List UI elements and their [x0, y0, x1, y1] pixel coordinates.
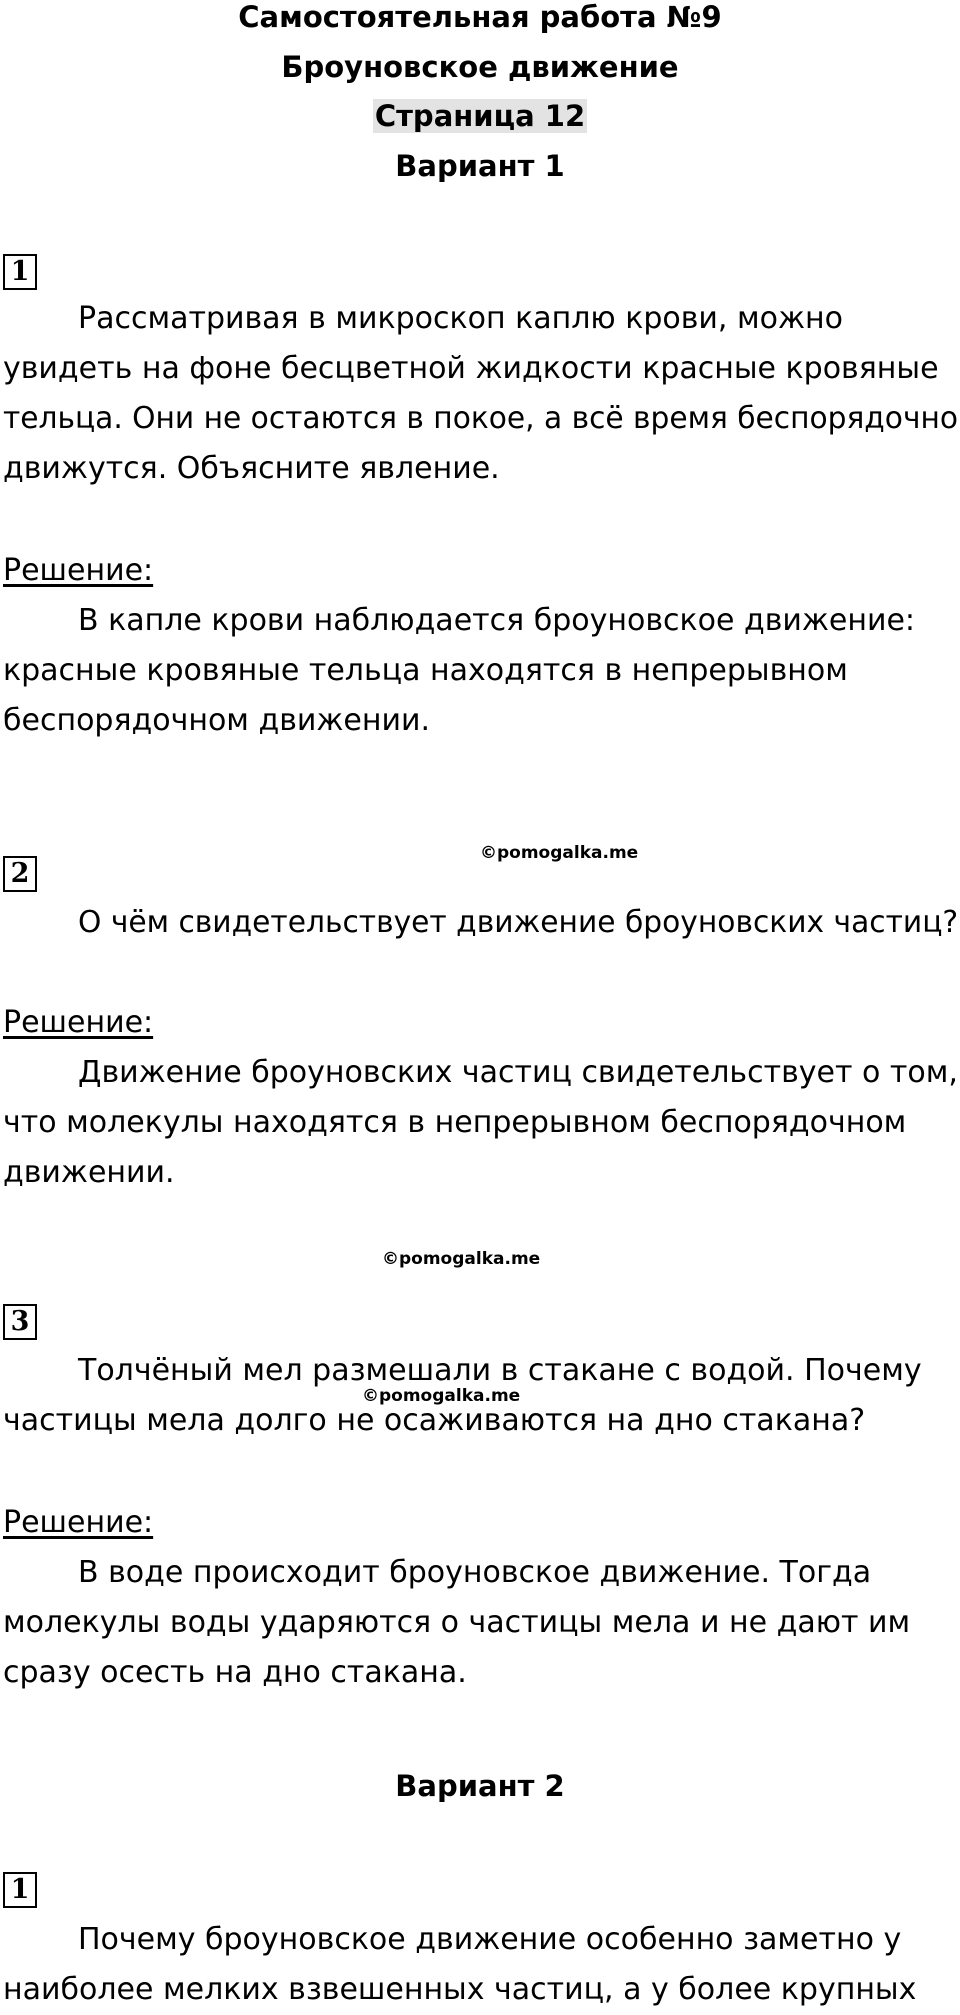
document-subtitle: Броуновское движение	[281, 50, 679, 84]
task-number-box: 1	[3, 1872, 37, 1908]
solution-line: В воде происходит броуновское движение. Тогда	[78, 1555, 872, 1590]
watermark: ©pomogalka.me	[480, 843, 639, 863]
task-number-box: 3	[3, 1304, 37, 1340]
solution-line: Движение броуновских частиц свидетельствует о том,	[78, 1055, 958, 1090]
variant1-heading: Вариант 1	[395, 149, 565, 183]
question-line: движутся. Объясните явление.	[3, 451, 500, 486]
solution-label: Решение:	[3, 553, 154, 588]
solution-line: что молекулы находятся в непрерывном беспорядочном	[3, 1105, 907, 1140]
solution-line: красные кровяные тельца находятся в непрерывном	[3, 653, 848, 688]
solution-line: беспорядочном движении.	[3, 703, 431, 738]
solution-line: движении.	[3, 1155, 175, 1190]
solution-line: В капле крови наблюдается броуновское движение:	[78, 603, 916, 638]
task-number-box: 2	[3, 856, 37, 892]
document-title: Самостоятельная работа №9	[238, 0, 722, 34]
question-line: О чём свидетельствует движение броуновских частиц?	[78, 905, 959, 940]
task-number-box: 1	[3, 254, 37, 290]
question-line: наиболее мелких взвешенных частиц, а у более крупных	[3, 1972, 917, 2007]
solution-label: Решение:	[3, 1005, 154, 1040]
question-line: Рассматривая в микроскоп каплю крови, можно	[78, 301, 843, 336]
watermark: ©pomogalka.me	[382, 1249, 541, 1269]
question-line: увидеть на фоне бесцветной жидкости красные кровяные	[3, 351, 939, 386]
solution-line: молекулы воды ударяются о частицы мела и не дают им	[3, 1605, 911, 1640]
solution-label: Решение:	[3, 1505, 154, 1540]
question-line: Толчёный мел размешали в стакане с водой. Почему	[78, 1353, 922, 1388]
watermark: ©pomogalka.me	[362, 1386, 521, 1406]
question-line: частицы мела долго не осаживаются на дно стакана?	[3, 1403, 866, 1438]
variant2-heading: Вариант 2	[395, 1769, 565, 1803]
question-line: тельца. Они не остаются в покое, а всё время беспорядочно	[3, 401, 959, 436]
page-number-label	[0, 96, 960, 136]
solution-line: сразу осесть на дно стакана.	[3, 1655, 467, 1690]
question-line: Почему броуновское движение особенно заметно у	[78, 1922, 902, 1957]
page-number-highlight: Страница 12	[374, 99, 586, 133]
